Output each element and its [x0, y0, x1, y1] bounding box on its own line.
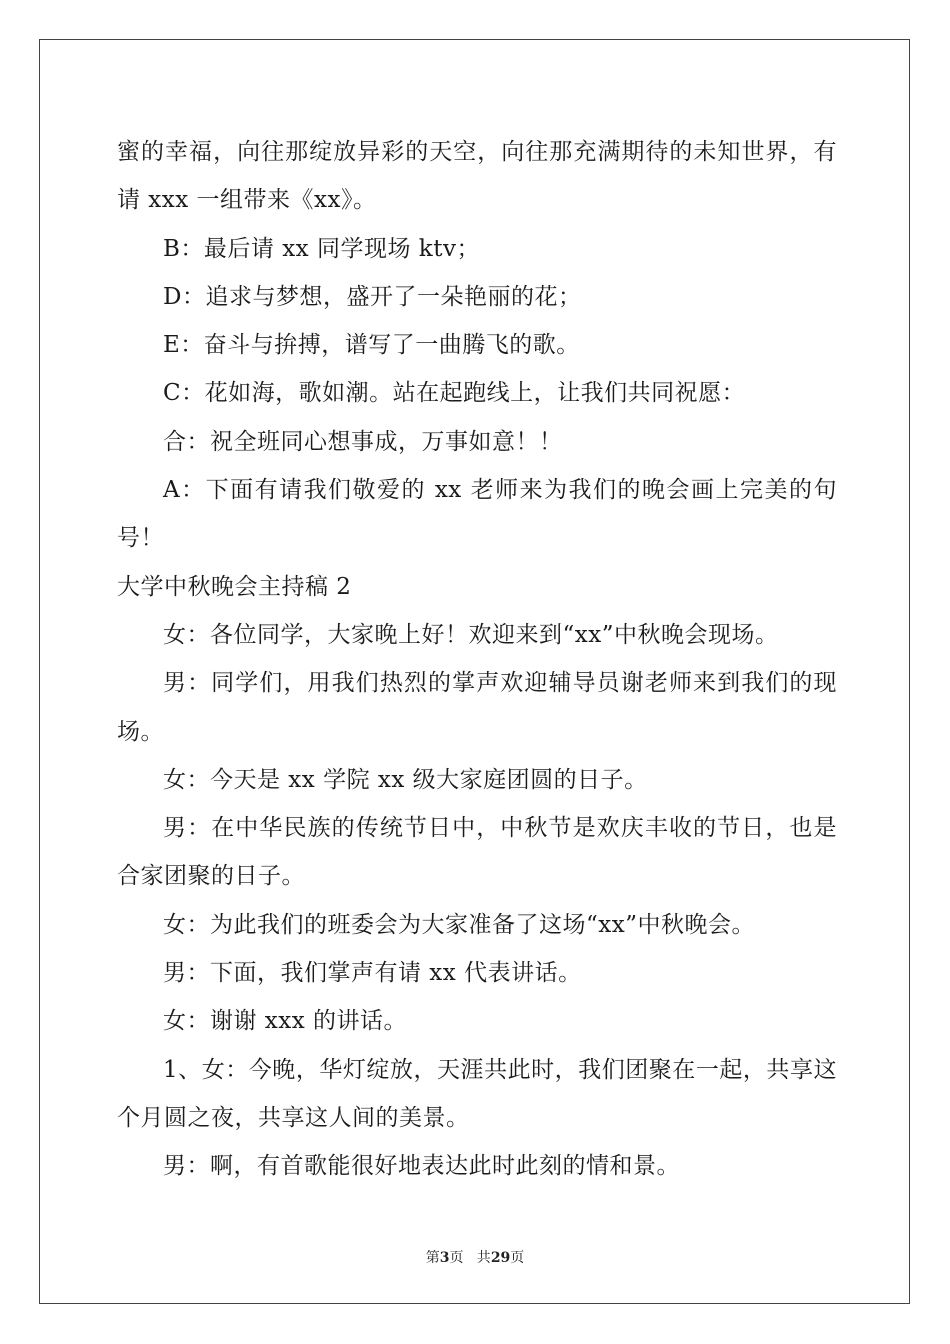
footer-mid: 页 共 [449, 1250, 491, 1266]
paragraph: 女：谢谢 xxx 的讲话。 [163, 1008, 408, 1035]
paragraph: 男：在中华民族的传统节日中，中秋节是欢庆丰收的节日，也是合家团聚的日子。 [117, 815, 837, 890]
total-page-count: 29 [490, 1250, 511, 1266]
paragraph: 女：各位同学，大家晚上好！欢迎来到“xx”中秋晚会现场。 [163, 621, 779, 648]
paragraph: D：追求与梦想，盛开了一朵艳丽的花； [163, 283, 582, 310]
paragraph: 合：祝全班同心想事成，万事如意！！ [163, 428, 563, 455]
paragraph: 1、女：今晚，华灯绽放，天涯共此时，我们团聚在一起，共享这个月圆之夜，共享这人间的美景。 [117, 1056, 837, 1131]
document-body [117, 128, 837, 1191]
paragraph: B：最后请 xx 同学现场 ktv； [163, 235, 480, 262]
paragraph: 女：为此我们的班委会为大家准备了这场“xx”中秋晚会。 [163, 911, 755, 938]
paragraph: 女：今天是 xx 学院 xx 级大家庭团圆的日子。 [163, 766, 648, 793]
paragraph: 蜜的幸福，向往那绽放异彩的天空，向往那充满期待的未知世界，有请 xxx 一组带来《xx》。 [117, 139, 837, 214]
current-page-number: 3 [439, 1250, 450, 1266]
paragraph: 大学中秋晚会主持稿 2 [117, 573, 352, 600]
paragraph: C：花如海，歌如潮。站在起跑线上，让我们共同祝愿： [163, 380, 746, 407]
paragraph: 男：下面，我们掌声有请 xx 代表讲话。 [163, 960, 582, 987]
footer-suffix: 页 [510, 1250, 525, 1266]
paragraph: E：奋斗与拚搏，谱写了一曲腾飞的歌。 [163, 332, 580, 359]
paragraph: A：下面有请我们敬爱的 xx 老师来为我们的晚会画上完美的句号！ [117, 477, 837, 552]
paragraph: 男：同学们，用我们热烈的掌声欢迎辅导员谢老师来到我们的现场。 [117, 670, 837, 745]
paragraph: 男：啊，有首歌能很好地表达此时此刻的情和景。 [163, 1153, 680, 1180]
page-footer [0, 1247, 950, 1267]
footer-prefix: 第 [425, 1250, 440, 1266]
